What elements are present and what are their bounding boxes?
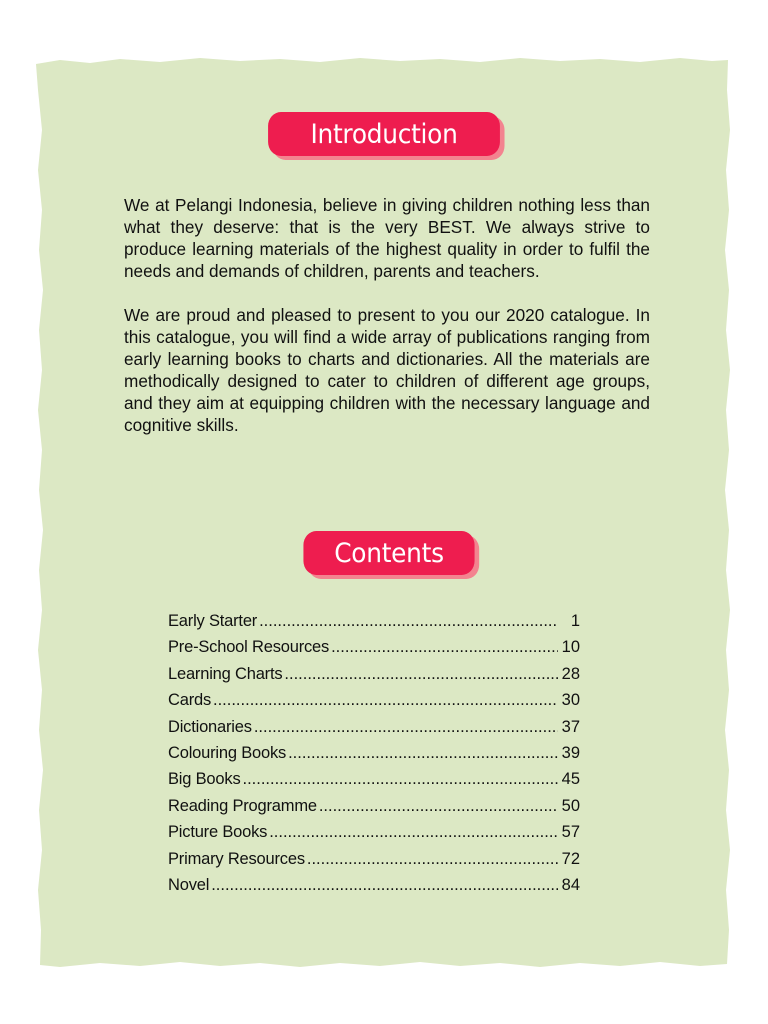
toc-entry-reading-programme[interactable] <box>168 793 580 819</box>
toc-entry-title: Picture Books <box>168 823 268 842</box>
contents-heading: Contents <box>303 531 474 575</box>
toc-entry-page: 30 <box>561 691 580 710</box>
toc-entry-page: 50 <box>561 796 580 815</box>
toc-entry-cards[interactable] <box>168 687 580 713</box>
dot-leader <box>254 714 558 740</box>
introduction-heading: Introduction <box>268 112 500 156</box>
dot-leader <box>213 687 558 713</box>
intro-paragraph-1: We at Pelangi Indonesia, believe in giving children nothing less than what they deserve: that is the very BEST. We always strive to produce learning materials of the highest quality in order to fulfil the needs and demands of children, parents and teachers. <box>124 195 650 281</box>
dot-leader <box>284 661 558 687</box>
toc-entry-colouring-books[interactable] <box>168 740 580 766</box>
toc-entry-title: Dictionaries <box>168 717 252 736</box>
dot-leader <box>319 793 558 819</box>
toc-entry-title: Reading Programme <box>168 796 317 815</box>
toc-entry-page: 10 <box>561 638 580 657</box>
toc-entry-title: Big Books <box>168 770 241 789</box>
table-of-contents <box>168 608 580 898</box>
toc-entry-page: 57 <box>561 823 580 842</box>
introduction-body <box>124 194 650 458</box>
toc-entry-title: Pre-School Resources <box>168 638 330 657</box>
toc-entry-page: 84 <box>561 875 580 894</box>
toc-entry-novel[interactable] <box>168 872 580 898</box>
toc-entry-title: Colouring Books <box>168 743 287 762</box>
toc-entry-page: 45 <box>561 770 580 789</box>
dot-leader <box>211 872 558 898</box>
toc-entry-page: 28 <box>561 664 580 683</box>
toc-entry-title: Learning Charts <box>168 664 283 683</box>
toc-entry-picture-books[interactable] <box>168 819 580 845</box>
toc-entry-dictionaries[interactable] <box>168 714 580 740</box>
toc-entry-early-starter[interactable] <box>168 608 580 634</box>
intro-paragraph-2: We are proud and pleased to present to you our 2020 catalogue. In this catalogue, you will find a wide array of publications ranging from early learning books to charts and dictionaries. All the materials are methodically designed to cater to children of different age groups, and they aim at equipping children with the necessary language and cognitive skills. <box>124 305 650 435</box>
toc-entry-title: Primary Resources <box>168 849 305 868</box>
dot-leader <box>331 634 558 660</box>
toc-entry-big-books[interactable] <box>168 766 580 792</box>
toc-entry-page: 72 <box>561 849 580 868</box>
dot-leader <box>259 608 558 634</box>
toc-entry-page: 1 <box>570 612 580 630</box>
toc-entry-pre-school-resources[interactable] <box>168 634 580 660</box>
dot-leader <box>269 819 558 845</box>
toc-entry-title: Novel <box>168 875 210 894</box>
dot-leader <box>307 846 558 872</box>
toc-entry-page: 37 <box>561 717 580 736</box>
dot-leader <box>243 766 559 792</box>
toc-entry-learning-charts[interactable] <box>168 661 580 687</box>
toc-entry-primary-resources[interactable] <box>168 846 580 872</box>
toc-entry-page: 39 <box>561 743 580 762</box>
dot-leader <box>288 740 558 766</box>
toc-entry-title: Early Starter <box>168 612 258 630</box>
toc-entry-title: Cards <box>168 691 212 710</box>
